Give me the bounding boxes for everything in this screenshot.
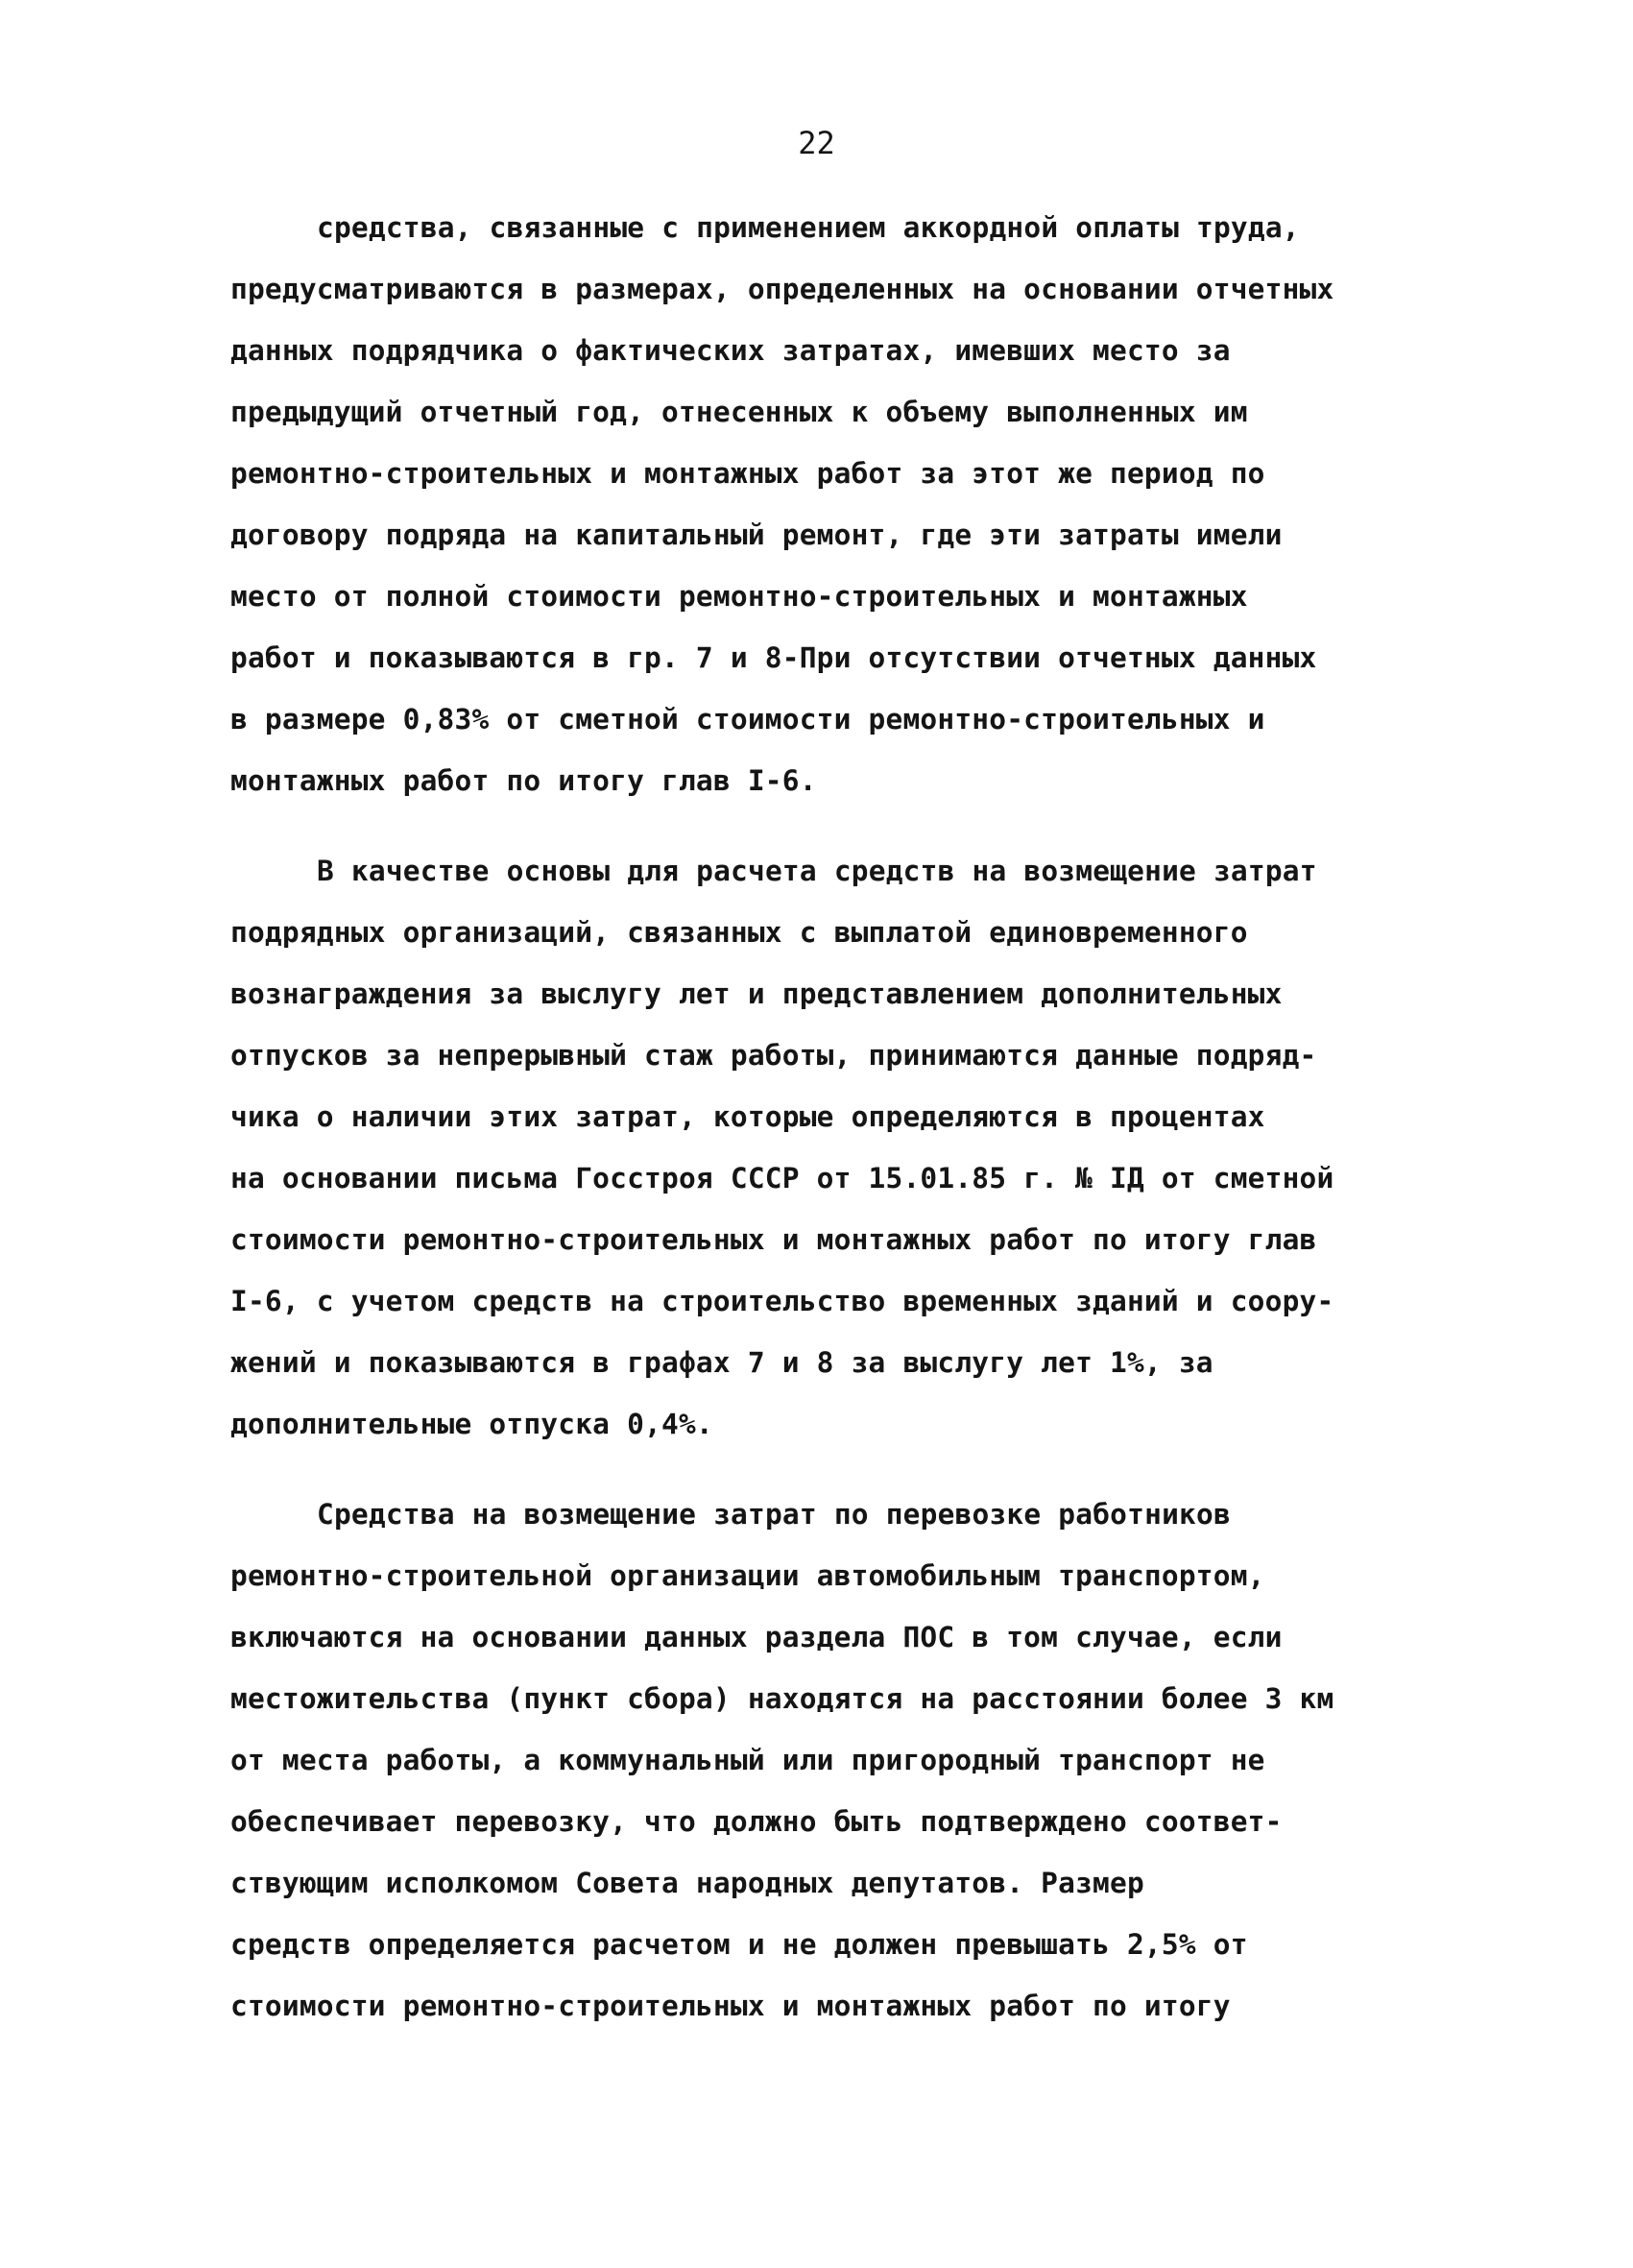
text-line: средства, связанные с применением аккордной оплаты труда,: [317, 211, 1300, 244]
text-line: жений и показываются в графах 7 и 8 за выслугу лет 1%, за: [230, 1346, 1213, 1379]
paragraph-gap: [230, 811, 1421, 840]
text-line: работ и показываются в гр. 7 и 8-При отсутствии отчетных данных: [230, 641, 1317, 674]
text-line: стоимости ремонтно-строительных и монтажных работ по итогу глав: [230, 1223, 1317, 1256]
text-line: подрядных организаций, связанных с выплатой единовременного: [230, 916, 1248, 949]
paragraph-gap: [230, 1455, 1421, 1484]
text-line: на основании письма Госстроя СССР от 15.01.85 г. № ІД от сметной: [230, 1162, 1334, 1194]
text-line: отпусков за непрерывный стаж работы, принимаются данные подряд-: [230, 1039, 1317, 1072]
paragraph-2: [230, 840, 1421, 1455]
text-line: средств определяется расчетом и не должен превышать 2,5% от: [230, 1928, 1248, 1961]
text-line: ствующим исполкомом Совета народных депутатов. Размер: [230, 1867, 1144, 1899]
document-body: [230, 197, 1421, 2037]
text-line: предусматриваются в размерах, определенных на основании отчетных: [230, 273, 1334, 305]
text-line: монтажных работ по итогу глав I-6.: [230, 764, 817, 797]
text-line: от места работы, а коммунальный или пригородный транспорт не: [230, 1744, 1265, 1776]
text-line: Средства на возмещение затрат по перевозке работников: [317, 1498, 1231, 1531]
text-line: чика о наличии этих затрат, которые определяются в процентах: [230, 1100, 1265, 1133]
text-line: в размере 0,83% от сметной стоимости ремонтно-строительных и: [230, 703, 1265, 736]
text-line: обеспечивает перевозку, что должно быть подтверждено соответ-: [230, 1805, 1283, 1838]
page-number: 22: [798, 125, 835, 161]
text-line: включаются на основании данных раздела ПОС в том случае, если: [230, 1621, 1283, 1653]
text-line: дополнительные отпуска 0,4%.: [230, 1408, 713, 1440]
text-line: вознаграждения за выслугу лет и представлением дополнительных: [230, 977, 1283, 1010]
text-line: местожительства (пункт сбора) находятся на расстоянии более 3 км: [230, 1682, 1334, 1715]
text-line: ремонтно-строительных и монтажных работ за этот же период по: [230, 457, 1265, 490]
text-line: ремонтно-строительной организации автомобильным транспортом,: [230, 1559, 1265, 1592]
text-line: стоимости ремонтно-строительных и монтажных работ по итогу: [230, 1990, 1231, 2022]
text-line: договору подряда на капитальный ремонт, где эти затраты имели: [230, 519, 1283, 551]
text-line: данных подрядчика о фактических затратах, имевших место за: [230, 334, 1231, 367]
text-line: место от полной стоимости ремонтно-строительных и монтажных: [230, 580, 1248, 613]
paragraph-1: [230, 197, 1421, 811]
text-line: I-6, с учетом средств на строительство временных зданий и соору-: [230, 1285, 1334, 1317]
text-line: предыдущий отчетный год, отнесенных к объему выполненных им: [230, 396, 1248, 428]
text-line: В качестве основы для расчета средств на возмещение затрат: [317, 855, 1317, 887]
paragraph-3: [230, 1484, 1421, 2037]
